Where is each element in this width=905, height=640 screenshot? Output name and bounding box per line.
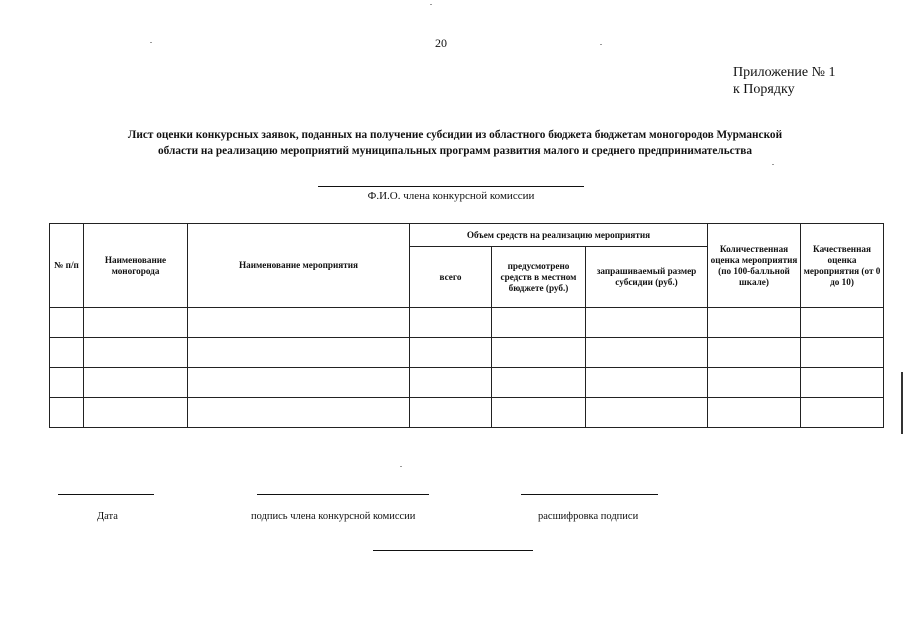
- table-cell: [492, 308, 586, 338]
- table-cell: [84, 308, 188, 338]
- signature-label: подпись члена конкурсной комиссии: [251, 511, 416, 522]
- date-label: Дата: [97, 511, 118, 522]
- title-line-1: Лист оценки конкурсных заявок, поданных на получение субсидии из областного бюджета бюджетам моногородов Мурманской: [127, 129, 783, 141]
- appendix-line-2: к Порядку: [733, 82, 795, 97]
- evaluation-table: [49, 223, 884, 428]
- table-cell: [410, 368, 492, 398]
- scan-speck: [600, 44, 602, 45]
- scan-speck: [150, 42, 152, 43]
- document-title: [60, 127, 850, 159]
- table-cell: [586, 338, 708, 368]
- table-cell: [50, 368, 84, 398]
- table-cell: [188, 398, 410, 428]
- table-cell: [586, 368, 708, 398]
- signature-line: [257, 494, 429, 495]
- header-number: № п/п: [50, 224, 84, 308]
- table-cell: [708, 308, 801, 338]
- title-line-2: области на реализацию мероприятий муниципальных программ развития малого и среднего предпринимательства: [158, 145, 752, 157]
- table-cell: [586, 398, 708, 428]
- table-cell: [188, 368, 410, 398]
- table-cell: [410, 308, 492, 338]
- table-row: [50, 338, 884, 368]
- appendix-note: [733, 64, 836, 98]
- page-number: 20: [435, 36, 447, 50]
- table-cell: [801, 338, 884, 368]
- table-cell: [84, 398, 188, 428]
- appendix-line-1: Приложение № 1: [733, 65, 836, 80]
- header-qualitative: Качественная оценка мероприятия (от 0 до 10): [801, 224, 884, 308]
- table-cell: [50, 308, 84, 338]
- scan-speck: [772, 164, 774, 165]
- table-cell: [492, 398, 586, 428]
- table-cell: [50, 338, 84, 368]
- table-cell: [708, 368, 801, 398]
- table-cell: [801, 308, 884, 338]
- table-cell: [492, 368, 586, 398]
- table-cell: [84, 338, 188, 368]
- table-body: [50, 308, 884, 428]
- header-total: всего: [410, 247, 492, 308]
- bottom-underline: [373, 550, 533, 551]
- table-row: [50, 368, 884, 398]
- fio-label: Ф.И.О. члена конкурсной комиссии: [367, 190, 535, 202]
- table-cell: [801, 368, 884, 398]
- header-local-budget: предусмотрено средств в местном бюджете (руб.): [492, 247, 586, 308]
- date-line: [58, 494, 154, 495]
- table-cell: [188, 338, 410, 368]
- table-cell: [708, 338, 801, 368]
- table-cell: [410, 398, 492, 428]
- decoding-line: [521, 494, 658, 495]
- header-event: Наименование мероприятия: [188, 224, 410, 308]
- table-row: [50, 308, 884, 338]
- table-cell: [50, 398, 84, 428]
- header-subsidy: запрашиваемый размер субсидии (руб.): [586, 247, 708, 308]
- table-cell: [708, 398, 801, 428]
- header-funds-group: Объем средств на реализацию мероприятия: [410, 224, 708, 247]
- scan-speck: [430, 4, 432, 5]
- table-cell: [492, 338, 586, 368]
- decoding-label: расшифровка подписи: [538, 511, 639, 522]
- header-quantitative: Количественная оценка мероприятия (по 100-балльной шкале): [708, 224, 801, 308]
- scan-speck: [400, 466, 402, 467]
- table-cell: [84, 368, 188, 398]
- table-cell: [410, 338, 492, 368]
- table-row: [50, 398, 884, 428]
- fio-underline: [318, 186, 584, 187]
- table-cell: [586, 308, 708, 338]
- edge-mark: [901, 372, 903, 434]
- header-monocity: Наименование моногорода: [84, 224, 188, 308]
- table-cell: [801, 398, 884, 428]
- table-cell: [188, 308, 410, 338]
